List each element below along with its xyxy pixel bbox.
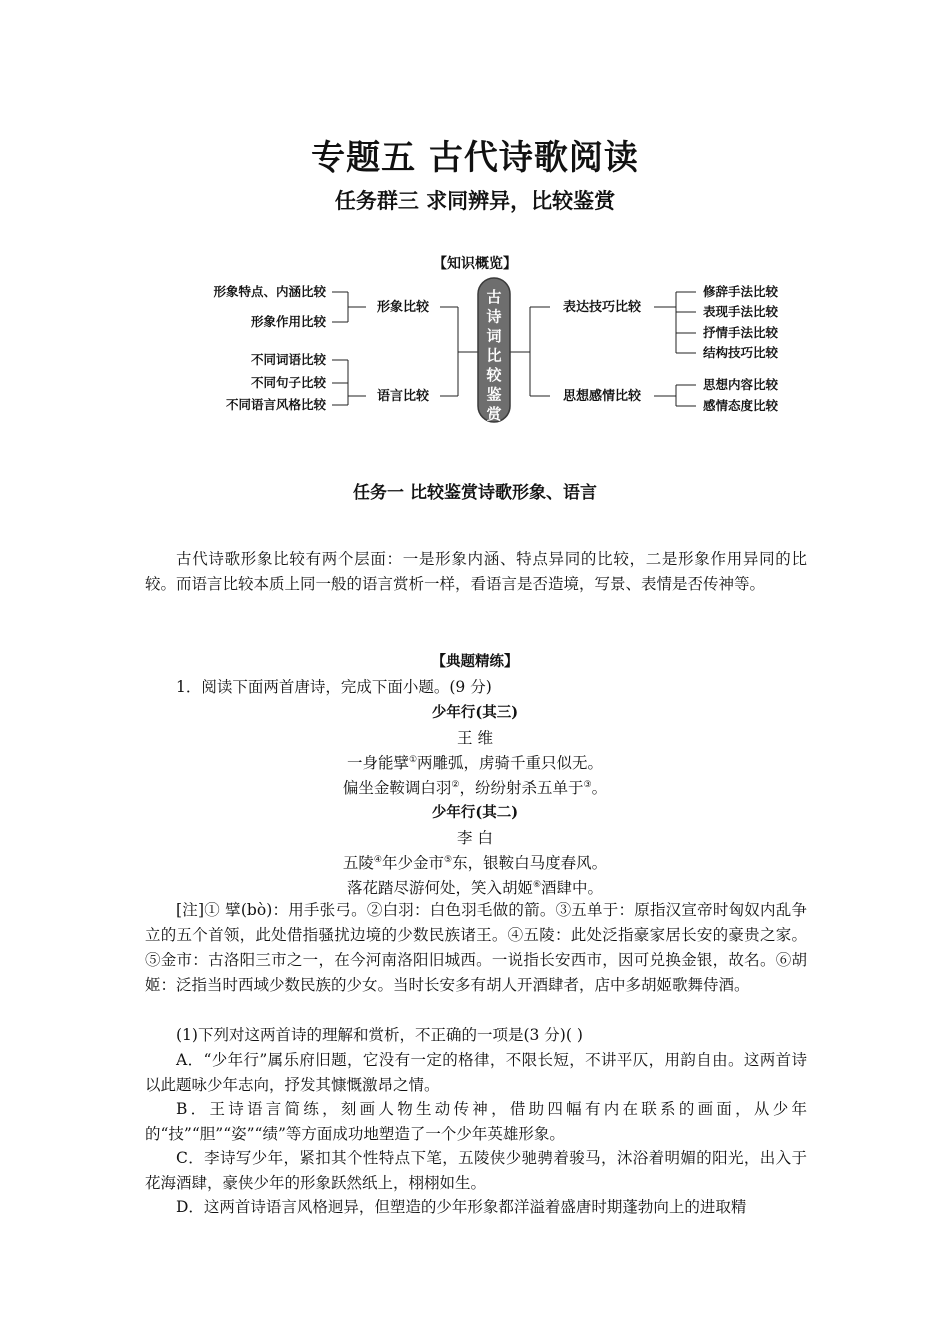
option-b: B．王诗语言简练，刻画人物生动传神，借助四幅有内在联系的画面，从少年的“技”“胆”“姿”“绩”等方面成功地塑造了一个少年英雄形象。 xyxy=(145,1100,807,1143)
poem1-title: 少年行(其三) xyxy=(431,704,519,721)
right-item-3: 抒情手法比较 xyxy=(703,325,779,340)
branch-language: 语言比较 xyxy=(376,389,430,404)
branch-technique: 表达技巧比较 xyxy=(562,300,642,315)
right-item-4: 结构技巧比较 xyxy=(703,345,779,360)
knowledge-diagram xyxy=(0,270,950,430)
subquestion-1: (1)下列对这两首诗的理解和赏析，不正确的一项是(3 分)( ) xyxy=(176,1026,583,1044)
poem2-line1: 五陵④年少金市⑤东，银鞍白马度春风。 xyxy=(342,854,608,872)
left-item-5: 不同语言风格比较 xyxy=(225,397,326,412)
overview-header: 【知识概览】 xyxy=(433,256,517,272)
right-item-1: 修辞手法比较 xyxy=(703,284,779,299)
option-a: A．“少年行”属乐府旧题，它没有一定的格律，不限长短，不讲平仄，用韵自由。这两首诗以此题咏少年志向，抒发其慷慨激昂之情。 xyxy=(145,1051,807,1094)
left-item-2: 形象作用比较 xyxy=(250,314,326,329)
practice-header: 【典题精练】 xyxy=(431,653,519,670)
option-d: D．这两首诗语言风格迥异，但塑造的少年形象都洋溢着盛唐时期蓬勃向上的进取精 xyxy=(176,1198,747,1216)
question-stem: 1．阅读下面两首唐诗，完成下面小题。(9 分) xyxy=(176,678,492,696)
poem1-author: 王 维 xyxy=(457,729,493,747)
poem2-author: 李 白 xyxy=(457,829,493,847)
page-subtitle: 任务群三 求同辨异，比较鉴赏 xyxy=(334,188,616,213)
right-item-6: 感情态度比较 xyxy=(703,398,779,413)
left-item-1: 形象特点、内涵比较 xyxy=(213,284,326,299)
intro-paragraph: 古代诗歌形象比较有两个层面：一是形象内涵、特点异同的比较，二是形象作用异同的比较。而语言比较本质上同一般的语言赏析一样，看语言是否造境，写景、表情是否传神等。 xyxy=(145,550,807,593)
center-label: 古诗词比较鉴赏 xyxy=(486,288,502,423)
branch-emotion: 思想感情比较 xyxy=(562,389,642,404)
right-item-5: 思想内容比较 xyxy=(703,377,779,392)
branch-image: 形象比较 xyxy=(376,300,430,315)
poem1-line1: 一身能擘①两雕弧，虏骑千重只似无。 xyxy=(346,754,604,772)
task-title: 任务一 比较鉴赏诗歌形象、语言 xyxy=(353,483,597,503)
poem1-line2: 偏坐金鞍调白羽②，纷纷射杀五单于③。 xyxy=(342,779,608,797)
option-c: C．李诗写少年，紧扣其个性特点下笔，五陵侠少驰骋着骏马，沐浴着明媚的阳光，出入于花海酒肆，豪侠少年的形象跃然纸上，栩栩如生。 xyxy=(145,1149,807,1192)
page-title: 专题五 古代诗歌阅读 xyxy=(311,138,639,178)
right-item-2: 表现手法比较 xyxy=(703,304,779,319)
left-item-4: 不同句子比较 xyxy=(250,375,326,390)
left-item-3: 不同词语比较 xyxy=(250,352,326,367)
poem2-title: 少年行(其二) xyxy=(431,804,519,821)
poem2-line2: 落花踏尽游何处，笑入胡姬⑥酒肆中。 xyxy=(346,879,604,897)
annotation-notes: [注]① 擘(bò)：用手张弓。②白羽：白色羽毛做的箭。③五单于：原指汉宣帝时匈奴内乱争立的五个首领，此处借指骚扰边境的少数民族诸王。④五陵：此处泛指豪家居长安的豪贵之家。⑤金市：古洛阳三市之一，在今河南洛阳旧城西。一说指长安西市，因可兑换金银，故名。⑥胡姬：泛指当时西域少数民族的少女。当时长安多有胡人开酒肆者，店中多胡姬歌舞侍酒。 xyxy=(145,901,807,994)
